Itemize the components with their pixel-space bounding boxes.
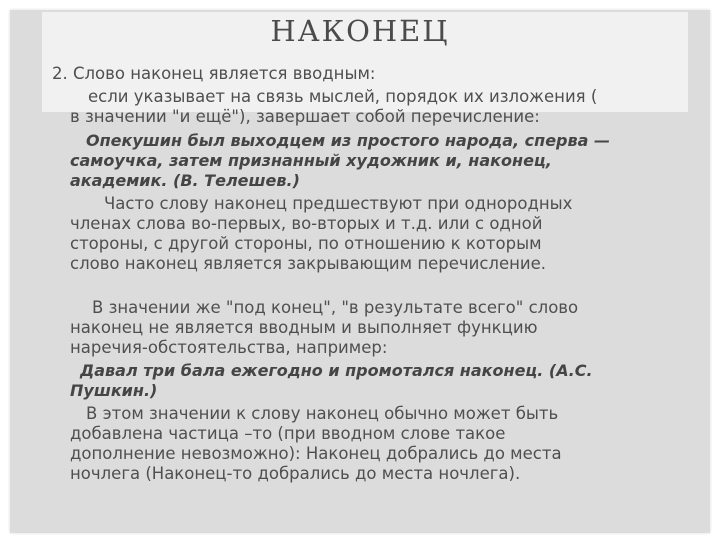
example-line: академик. (В. Телешев.) (70, 171, 300, 190)
body-line: стороны, с другой стороны, по отношению к которым (70, 234, 542, 253)
body-line: Часто слову наконец предшествуют при однородных (104, 194, 573, 213)
example-line: Опекушин был выходцем из простого народа, сперва — (86, 131, 610, 150)
body-line: дополнение невозможно): Наконец добрались до места (70, 444, 562, 463)
body-line: В значении же "под конец", "в результате всего" слово (92, 298, 579, 317)
body-line: в значении "и ещё"), завершает собой перечисление: (70, 107, 540, 126)
body-line: ночлега (Наконец-то добрались до места ночлега). (70, 464, 521, 483)
example-line: Пушкин.) (70, 381, 158, 400)
body-line: В этом значении к слову наконец обычно может быть (86, 404, 559, 423)
slide-title: НАКОНЕЦ (270, 14, 450, 48)
body-line: добавлена частица –то (при вводном слове такое (70, 424, 506, 443)
body-line: если указывает на связь мыслей, порядок их изложения ( (88, 87, 598, 106)
body-line: членах слова во-первых, во-вторых и т.д. или с одной (70, 214, 543, 233)
example-line: Давал три бала ежегодно и промотался наконец. (А.С. (80, 361, 593, 380)
example-line: самоучка, затем признанный художник и, наконец, (70, 151, 552, 170)
body-line: наконец не является вводным и выполняет функцию (70, 318, 538, 337)
point-heading: 2. Слово наконец является вводным: (52, 64, 376, 83)
body-line: наречия-обстоятельства, например: (70, 338, 388, 357)
body-line: слово наконец является закрывающим перечисление. (70, 254, 547, 273)
